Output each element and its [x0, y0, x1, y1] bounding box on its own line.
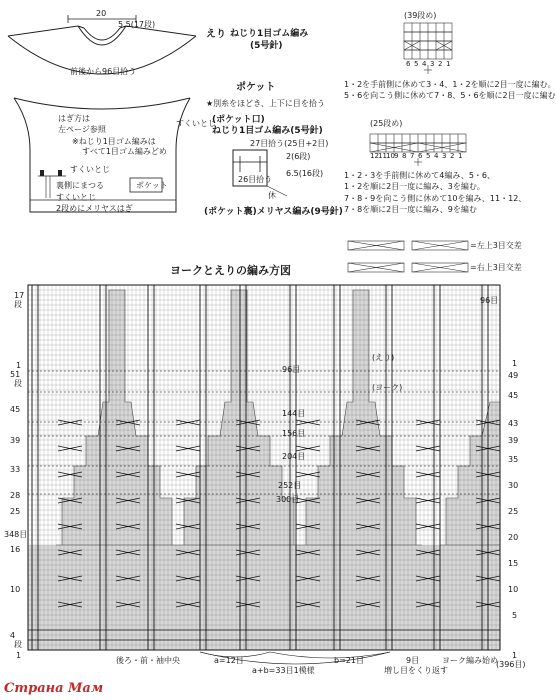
row-label-dan-bottom: 段: [14, 640, 22, 649]
pocket-title: ポケット: [236, 82, 276, 93]
pocket-pick-top: 27目拾う(25目+2目): [250, 139, 329, 148]
row-label-51: 51: [10, 370, 21, 379]
row-label-45: 45: [10, 405, 21, 414]
yoke-chart-title: ヨークとえりの編み方図: [170, 264, 291, 277]
row-label-1a: 1: [16, 361, 22, 370]
right-row-15: 15: [508, 559, 519, 568]
pocket-note: ★別糸をほどき、上下に目を拾う: [206, 99, 325, 108]
yoke-pyramid-2: [300, 290, 422, 545]
dec25-stitch-number: 12: [370, 152, 379, 160]
right-row-49: 49: [508, 371, 519, 380]
rib-note-1: ※ねじり1目ゴム編みは: [72, 137, 156, 146]
dec39-header: (39段め): [404, 11, 437, 20]
stitch-96: 96目: [282, 365, 301, 374]
row-label-dan-top: 段: [14, 300, 22, 309]
bottom-a: a=12目: [214, 656, 244, 665]
row-label-4: 4: [10, 631, 16, 640]
dec25-stitch-number: 4: [434, 152, 439, 160]
collar-section-label: (えり): [372, 353, 395, 362]
dec25-stitch-number: 6: [418, 152, 423, 160]
dec25-header: (25段め): [370, 119, 403, 128]
row-label-17: 17: [14, 291, 25, 300]
stitch-156: 156目: [282, 429, 306, 438]
row-label-10: 10: [10, 585, 21, 594]
bottom-nine: 9目: [406, 656, 420, 665]
site-watermark: Страна Мам: [4, 681, 104, 696]
dec39-note-1: 1・2を手前側に休めて3・4、1・2を順に2目一度に編む。: [344, 80, 556, 89]
yoke-section-label: (ヨーク): [372, 383, 403, 392]
dec25-note-1: 1・2・3を手前側に休めて4編み、5・6、: [344, 171, 496, 180]
collar-stitch: ねじり1目ゴム編み: [230, 29, 309, 39]
bracket-b: [270, 652, 390, 658]
right-row-30: 30: [508, 481, 519, 490]
width-label: 20: [96, 9, 107, 18]
right-row-10: 10: [508, 585, 519, 594]
right-row-35: 35: [508, 455, 519, 464]
bottom-center-label: 後ろ・前・袖中央: [116, 656, 180, 665]
pocket-mouth-title: (ポケット口): [212, 115, 265, 125]
pocket-pick-bottom: 26目拾う: [238, 175, 273, 184]
dec25-stitch-number: 9: [394, 152, 399, 160]
bottom-total: (396目): [496, 660, 526, 669]
right-row-39: 39: [508, 436, 519, 445]
row-label-16: 16: [10, 545, 21, 554]
collar-title: えり: [206, 29, 226, 40]
bottom-ab: a+b=33目1模様: [252, 666, 315, 675]
dec39-stitch-number: 2: [438, 60, 443, 68]
row-label-28: 28: [10, 491, 21, 500]
pocket-body-rows: 6.5(16段): [286, 169, 324, 178]
seam-bottom-label: すくいとじ: [56, 193, 96, 202]
bottom-b: b=21目: [334, 656, 364, 665]
stitch-252: 252目: [278, 481, 302, 490]
legend-left-cross: =左上3目交差: [470, 241, 522, 250]
dec25-stitch-number: 11: [378, 152, 387, 160]
row-label-25: 25: [10, 507, 21, 516]
collar-needle: (5号針): [250, 41, 283, 51]
right-row-25: 25: [508, 507, 519, 516]
right-row-1b: 1: [512, 651, 518, 660]
stitch-300: 300目: [276, 495, 300, 504]
dec25-stitch-number: 2: [450, 152, 455, 160]
row-label-348: 348目: [4, 530, 28, 539]
pocket-side-rows: 2(6段): [286, 152, 311, 161]
dec39-stitch-number: 3: [430, 60, 435, 68]
fold-note: 裏側にまつる: [56, 181, 104, 190]
right-row-45: 45: [508, 391, 519, 400]
bottom-start: ヨーク編み始め: [442, 656, 498, 665]
pocket-rest: 休: [268, 191, 276, 200]
right-row-5: 5: [512, 611, 518, 620]
dec25-stitch-number: 3: [442, 152, 447, 160]
seam-label: すくいとじ: [70, 165, 110, 174]
pocket-marker-label: ポケット: [136, 181, 168, 190]
dec25-stitch-number: 10: [386, 152, 395, 160]
stitch-204: 204目: [282, 452, 306, 461]
dec39-stitch-number: 1: [446, 60, 451, 68]
shaping-note-1: はぎ方は: [58, 114, 90, 123]
dec39-stitch-number: 5: [414, 60, 419, 68]
dec25-note-2: 1・2を順に2目一度に編み、3を編む。: [344, 182, 485, 191]
shaping-note-2: 左ページ参照: [58, 125, 106, 134]
row-label-39: 39: [10, 436, 21, 445]
dec25-stitch-number: 8: [402, 152, 407, 160]
bottom-increase: 増し目をくり返す: [384, 666, 448, 675]
dec39-stitch-number: 4: [422, 60, 427, 68]
stitch-144: 144目: [282, 409, 306, 418]
dec25-stitch-number: 7: [410, 152, 415, 160]
dec25-note-3: 7・8・9を向こう側に休めて10を編み、11・12、: [344, 194, 527, 203]
yoke-pyramid-0: [56, 290, 178, 545]
dec25-note-4: 7・8を順に2目一度に編み、9を編む: [344, 205, 477, 214]
right-row-43: 43: [508, 419, 519, 428]
dec39-note-2: 5・6を向こう側に休めて7・8、5・6を順に2目一度に編む: [344, 91, 556, 100]
row-label-dan-mid: 段: [14, 379, 22, 388]
stitch-96-right: 96目: [480, 296, 499, 305]
pickup-note: 前後から96目拾う: [70, 67, 137, 76]
dec25-stitch-number: 1: [458, 152, 463, 160]
rib-note-2: すべて1目ゴム編みどめ: [82, 147, 167, 156]
right-row-20: 20: [508, 533, 519, 542]
row-label-33: 33: [10, 465, 21, 474]
right-row-1a: 1: [512, 359, 518, 368]
dec39-stitch-number: 6: [406, 60, 411, 68]
pocket-bottom-title: (ポケット裏)メリヤス編み(9号針): [204, 207, 343, 217]
legend-right-cross: =右上3目交差: [470, 263, 522, 272]
neck-depth: 5.5(17段): [118, 20, 156, 29]
join-note: 2段めにメリヤスはぎ: [56, 204, 133, 213]
row-label-1b: 1: [16, 651, 22, 660]
pocket-mouth-stitch: ねじり1目ゴム編み(5号針): [212, 126, 323, 136]
side-seam-label: すくいとじ: [176, 119, 216, 128]
dec25-stitch-number: 5: [426, 152, 431, 160]
